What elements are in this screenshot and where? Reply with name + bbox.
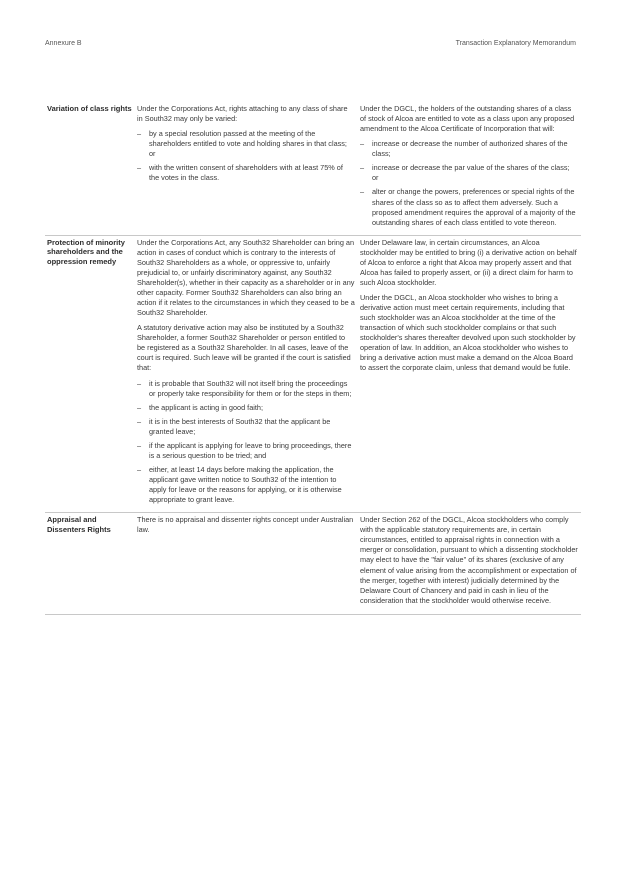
table-row: [45, 235, 581, 513]
alcoa-column-cell: [358, 235, 581, 513]
bullet-item: – by a special resolution passed at the meeting of the shareholders entitled to vote and holding shares in that class; or: [137, 129, 355, 159]
bullet-item: – if the applicant is applying for leave to bring proceedings, there is a serious question to be tried; and: [137, 441, 355, 461]
bullet-item: – either, at least 14 days before making the application, the applicant gave written notice to South32 of the intention to apply for leave or the reasons for applying, or it is otherwise appropriate to grant leave.: [137, 465, 355, 505]
paragraph: Under the Corporations Act, any South32 Shareholder can bring an action in cases of conduct which is contrary to the interests of South32 Shareholders as a whole, or oppressive to, unfairly prejudicial to, or unfairly discriminatory against, any South32 Shareholder(s), whether in their capacity as a shareholder or in any other capacity. Former South32 Shareholders can also bring an action if it relates to the circumstances in which they ceased to be a South32 Shareholder.: [137, 237, 355, 318]
bullet-list: [137, 129, 355, 183]
header-annexure-label: Annexure B: [45, 40, 82, 47]
bullet-item: – increase or decrease the number of authorized shares of the class;: [360, 139, 578, 159]
bullet-item: – alter or change the powers, preferences or special rights of the shares of the class so as to affect them adversely. Such a proposed amendment requires the approval of a majority of the outstanding shares of each class entitled to vote thereon.: [360, 187, 578, 227]
table-row: [45, 102, 581, 235]
table-row: [45, 513, 581, 615]
row-topic-heading: Variation of class rights: [45, 102, 135, 235]
alcoa-column-cell: [358, 513, 581, 615]
bullet-list: [360, 139, 578, 228]
paragraph: Under the DGCL, the holders of the outstanding shares of a class of stock of Alcoa are entitled to vote as a class upon any proposed amendment to the Alcoa Certificate of Incorporation that will:: [360, 104, 575, 134]
bullet-item: – it is probable that South32 will not itself bring the proceedings or properly take responsibility for them or for the steps in them;: [137, 379, 355, 399]
row-topic-heading: Appraisal and Dissenters Rights: [45, 513, 135, 615]
paragraph: Under the Corporations Act, rights attaching to any class of share in South32 may only be varied:: [137, 104, 348, 124]
south32-column-cell: [135, 513, 358, 615]
paragraph: Under Section 262 of the DGCL, Alcoa stockholders who comply with the applicable statutory requirements are, in certain circumstances, entitled to appraisal rights in connection with a merger or consolidation, pursuant to which a dissenting stockholder may elect to have the "fair value" of its shares (exclusive of any element of value arising from the accomplishment or expectation of the merger, together with interest) judicially determined by the Delaware Court of Chancery and paid in cash in lieu of the consideration that the stockholder would otherwise receive.: [360, 515, 578, 605]
paragraph: There is no appraisal and dissenter rights concept under Australian law.: [137, 515, 354, 535]
paragraph: A statutory derivative action may also be instituted by a South32 Shareholder, a former South32 Shareholder or person entitled to be registered as a South32 Shareholder. In all cases, leave of the court is required. Such leave will be granted if the court is satisfied that:: [137, 323, 351, 373]
bullet-list: [137, 379, 355, 506]
paragraph: Under Delaware law, in certain circumstances, an Alcoa stockholder may be entitled to bring (i) a derivative action on behalf of Alcoa to enforce a right that Alcoa may properly assert and that Alcoa has failed to properly assert, or (ii) a direct claim for harm to such Alcoa stockholder.: [360, 237, 577, 287]
south32-column-cell: [135, 235, 358, 513]
bullet-item: – with the written consent of shareholders with at least 75% of the votes in the class.: [137, 163, 355, 183]
bullet-item: – it is in the best interests of South32 that the applicant be granted leave;: [137, 417, 355, 437]
bullet-item: – the applicant is acting in good faith;: [137, 403, 355, 413]
south32-column-cell: [135, 102, 358, 235]
bullet-item: – increase or decrease the par value of the shares of the class; or: [360, 163, 578, 183]
paragraph: Under the DGCL, an Alcoa stockholder who wishes to bring a derivative action must meet certain requirements, including that such stockholder was an Alcoa stockholder at the time of the transaction of which such stockholder complains or that such stockholder's shares thereafter devolved upon such stockholder by operation of law. In addition, an Alcoa stockholder who wishes to bring a derivative action must make a demand on the Alcoa Board to assert the corporate claim, unless that demand would be futile.: [360, 293, 576, 373]
alcoa-column-cell: [358, 102, 581, 235]
row-topic-heading: Protection of minority shareholders and the oppression remedy: [45, 235, 135, 513]
comparison-table: [45, 102, 581, 615]
header-document-title: Transaction Explanatory Memorandum: [455, 40, 576, 47]
